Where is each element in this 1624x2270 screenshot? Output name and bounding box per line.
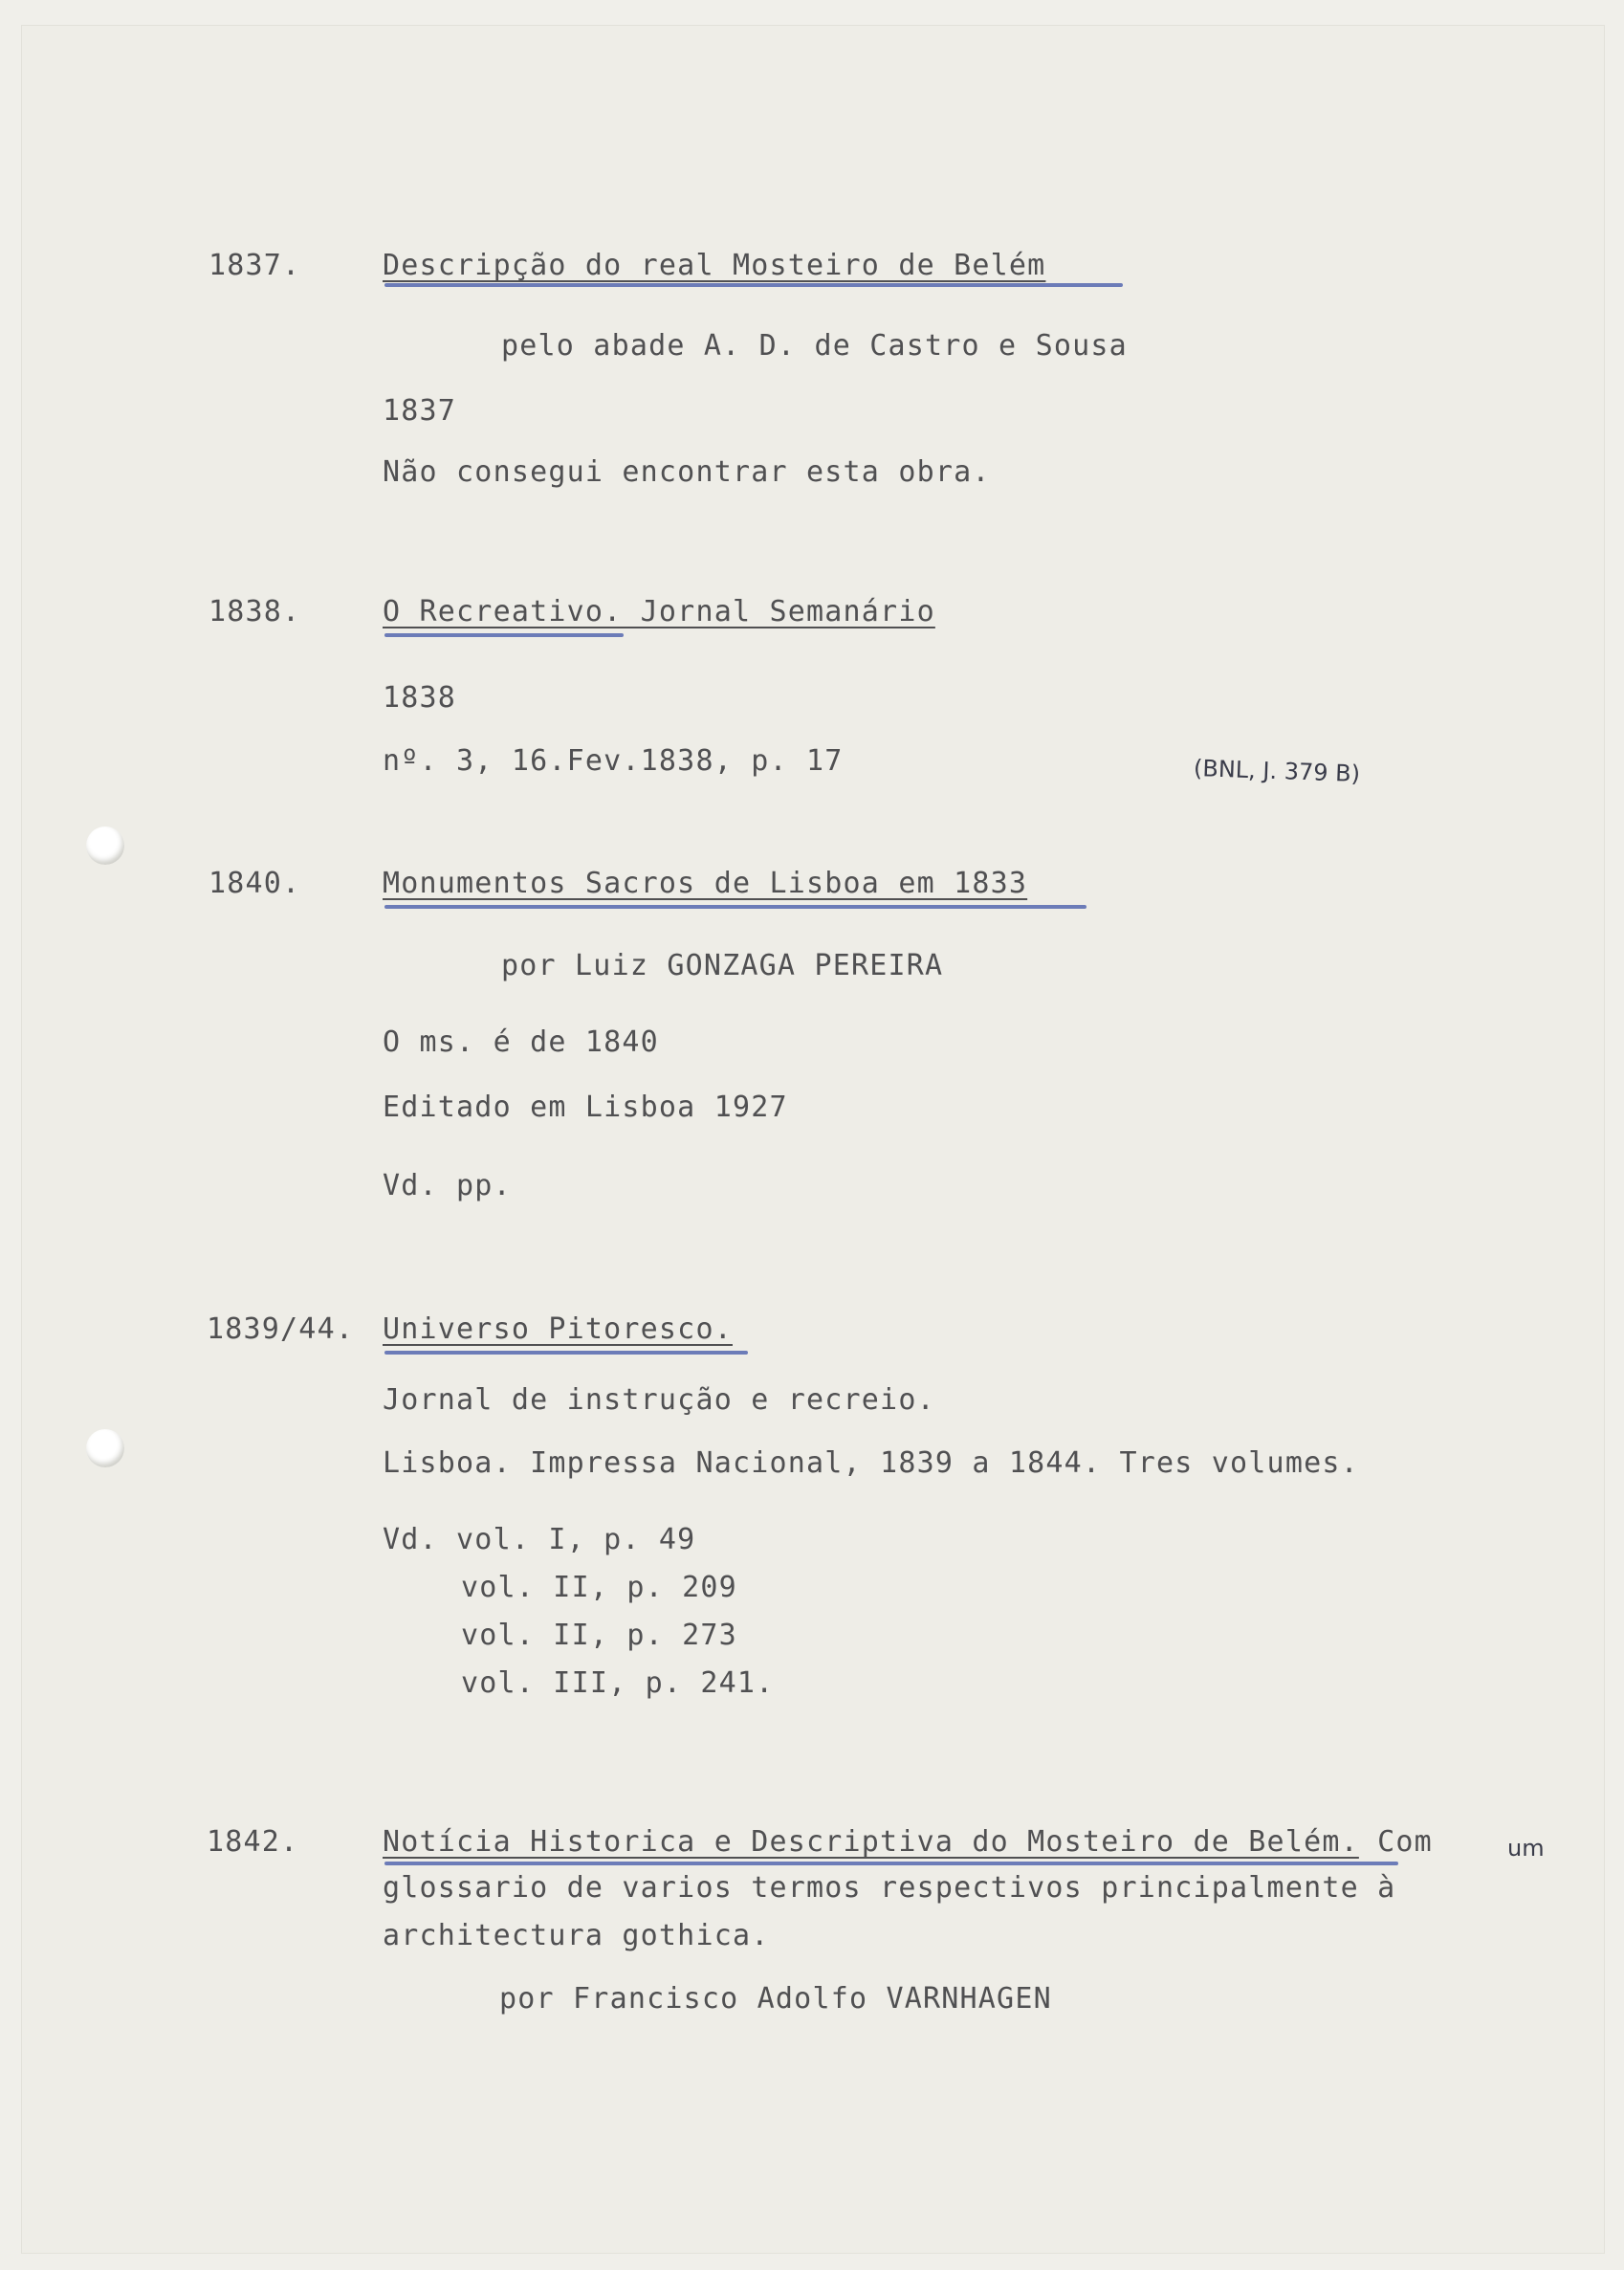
- entry-1837-date: 1837: [383, 394, 457, 428]
- entry-1839-ref: vol. II, p. 209: [461, 1571, 737, 1604]
- entry-1837-note: Não consegui encontrar esta obra.: [383, 455, 991, 489]
- entry-1839-ref: vol. III, p. 241.: [461, 1666, 775, 1700]
- entry-1838-title: O Recreativo. Jornal Semanário: [383, 595, 935, 628]
- entry-1840-edited: Editado em Lisboa 1927: [383, 1091, 788, 1124]
- entry-1839-title: Universo Pitoresco.: [383, 1312, 733, 1346]
- blue-underline: [384, 1351, 748, 1355]
- punch-hole-top: [86, 826, 124, 865]
- entry-1842-title-line: [383, 1825, 1433, 1859]
- punch-hole-bottom: [86, 1429, 124, 1467]
- entry-1840-author: por Luiz GONZAGA PEREIRA: [501, 949, 944, 982]
- entry-1840-year: 1840.: [208, 867, 301, 900]
- entry-1842-handword: um: [1507, 1835, 1545, 1862]
- entry-1839-imprint: Lisboa. Impressa Nacional, 1839 a 1844. Tres volumes.: [383, 1446, 1359, 1480]
- entry-1838-handnote: (BNL, J. 379 B): [1193, 754, 1361, 788]
- entry-1842-title-cont: Com: [1358, 1825, 1433, 1859]
- entry-1842-title: Notícia Historica e Descriptiva do Mosteiro de Belém.: [383, 1825, 1359, 1859]
- entry-1842-author: por Francisco Adolfo VARNHAGEN: [499, 1982, 1052, 2016]
- blue-underline: [384, 633, 624, 637]
- blue-underline: [384, 283, 1123, 287]
- entry-1837-title: Descripção do real Mosteiro de Belém: [383, 249, 1046, 282]
- entry-1838-date: 1838: [383, 681, 457, 715]
- entry-1838-ref: nº. 3, 16.Fev.1838, p. 17: [383, 744, 844, 778]
- entry-1840-title: Monumentos Sacros de Lisboa em 1833: [383, 867, 1028, 900]
- entry-1837-year: 1837.: [208, 249, 301, 282]
- blue-underline: [384, 1862, 1398, 1865]
- entry-1838-year: 1838.: [208, 595, 301, 628]
- entry-1839-subtitle: Jornal de instrução e recreio.: [383, 1383, 935, 1417]
- entry-1840-ms: O ms. é de 1840: [383, 1025, 659, 1059]
- entry-1839-ref: vol. II, p. 273: [461, 1619, 737, 1652]
- entry-1839-ref: Vd. vol. I, p. 49: [383, 1523, 696, 1556]
- typed-page: [21, 25, 1605, 2254]
- entry-1840-see: Vd. pp.: [383, 1169, 512, 1202]
- entry-1837-author: pelo abade A. D. de Castro e Sousa: [501, 329, 1128, 363]
- entry-1839-year: 1839/44.: [207, 1312, 355, 1346]
- entry-1842-line3: architectura gothica.: [383, 1919, 770, 1952]
- blue-underline: [384, 905, 1086, 909]
- entry-1842-year: 1842.: [207, 1825, 299, 1859]
- entry-1842-line2: glossario de varios termos respectivos principalmente à: [383, 1871, 1396, 1905]
